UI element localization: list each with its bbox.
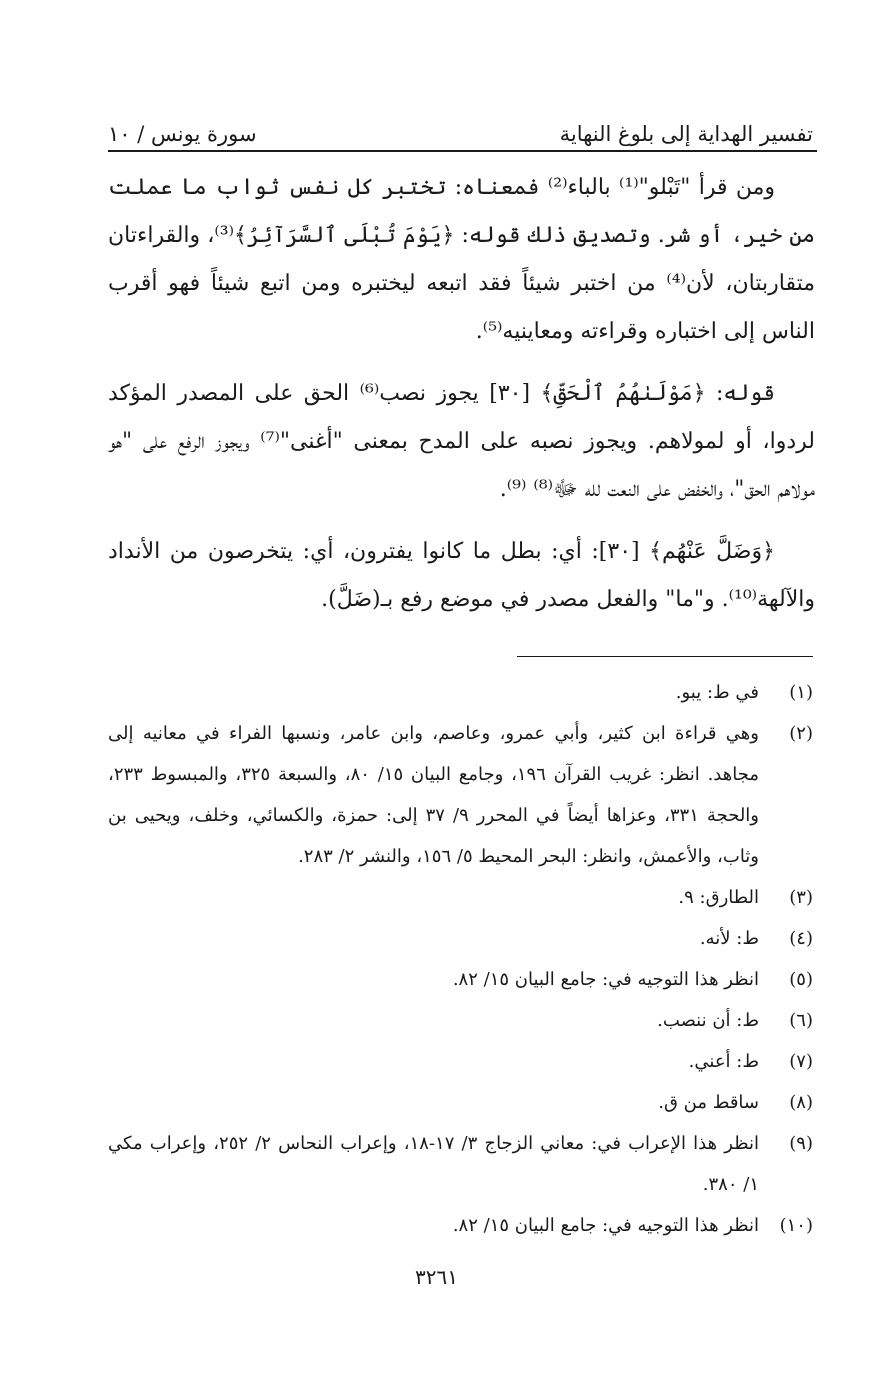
- footnote-text: ط: أعني.: [688, 1051, 759, 1072]
- footnote-number: (١٠): [779, 1215, 813, 1236]
- footnote-number: (١): [789, 682, 813, 703]
- footnote-item: [108, 959, 813, 1000]
- footnote-item: [108, 1082, 813, 1123]
- footnote-item: [108, 1041, 813, 1082]
- footnote-number: (٦): [789, 1010, 813, 1031]
- paragraph-2: قوله: ﴿مَوْلَىٰهُمُ ٱلْحَقِّ﴾ [٣٠] يجوز نصب⁽⁶⁾ الحق على المصدر المؤكد لردوا، أو لمولاهم. ويجوز نصبه على المدح بمعنى "أغنى"⁽⁷⁾ ويجوز الرفع على "هو مولاهم الحق"، والخفض على النعت لله ﷻ⁽⁸⁾ ⁽⁹⁾.: [108, 381, 815, 502]
- running-header: [108, 110, 813, 150]
- footnote-text: انظر هذا الإعراب في: معاني الزجاج ٣/ ١٧-١٨، وإعراب النحاس ٢/ ٢٥٢، وإعراب مكي ١/ ٣٨٠.: [108, 1133, 759, 1195]
- footnote-text: ساقط من ق.: [658, 1092, 759, 1113]
- footnote-number: (٤): [789, 928, 813, 949]
- footnote-item: [108, 1123, 813, 1205]
- footnote-item: [108, 918, 813, 959]
- main-text: [108, 164, 815, 638]
- footnote-text: ط: لأنه.: [699, 928, 759, 949]
- footnote-number: (٨): [789, 1092, 813, 1113]
- footnote-separator: [517, 656, 813, 657]
- footnote-text: وهي قراءة ابن كثير، وأبي عمرو، وعاصم، وابن عامر، ونسبها الفراء في معانيه إلى مجاهد. انظر: غريب القرآن ١٩٦، وجامع البيان ١٥/ ٨٠، والسبعة ٣٢٥، والمبسوط ٢٣٣، والحجة ٣٣١، وعزاها أيضاً في المحرر ٩/ ٣٧ إلى: حمزة، والكسائي، وخلف، ويحيى بن وثاب، والأعمش، وانظر: البحر المحيط ٥/ ١٥٦، والنشر ٢/ ٢٨٣.: [108, 723, 760, 867]
- footnote-text: ط: أن ننصب.: [657, 1010, 759, 1031]
- footnote-text: الطارق: ٩.: [678, 887, 759, 908]
- footnote-number: (٩): [789, 1133, 813, 1154]
- footnotes-list: [108, 672, 813, 1246]
- footnote-item: [108, 877, 813, 918]
- paragraph-3: ﴿وَضَلَّ عَنْهُم﴾ [٣٠]: أي: بطل ما كانوا يفترون، أي: يتخرصون من الأنداد والآلهة⁽¹⁰⁾. و"ما" والفعل مصدر في موضع رفع بـ(ضَلَّ).: [108, 539, 815, 612]
- footnote-number: (٢): [789, 723, 813, 744]
- footnote-text: انظر هذا التوجيه في: جامع البيان ١٥/ ٨٢.: [452, 1215, 759, 1236]
- footnote-item: [108, 672, 813, 713]
- footnote-item: [108, 1205, 813, 1246]
- header-rule: [108, 150, 817, 152]
- footnote-item: [108, 713, 813, 877]
- footnote-text: انظر هذا التوجيه في: جامع البيان ١٥/ ٨٢.: [452, 969, 759, 990]
- footnote-number: (٥): [789, 969, 813, 990]
- footnote-text: في ط: يبو.: [675, 682, 759, 703]
- surah-label: سورة يونس / ١٠: [108, 122, 257, 146]
- footnote-number: (٣): [789, 887, 813, 908]
- book-title: تفسير الهداية إلى بلوغ النهاية: [559, 122, 813, 146]
- paragraph-1: ومن قرأ "تَبْلو"⁽¹⁾ بالباء⁽²⁾ فمعناه: تختبر كل نفس ثواب ما عملت من خير، أو شر. وتصديق ذلك قوله: ﴿يَوْمَ تُبْلَى ٱلسَّرَآئِرُ﴾⁽³⁾، والقراءتان متقاربتان، لأن⁽⁴⁾ من اختبر شيئاً فقد اتبعه ليختبره ومن اتبع شيئاً فهو أقرب الناس إلى اختباره وقراءته ومعاينيه⁽⁵⁾.: [108, 175, 815, 344]
- page-number: ٣٢٦١: [415, 1265, 458, 1289]
- footnote-item: [108, 1000, 813, 1041]
- footnote-number: (٧): [789, 1051, 813, 1072]
